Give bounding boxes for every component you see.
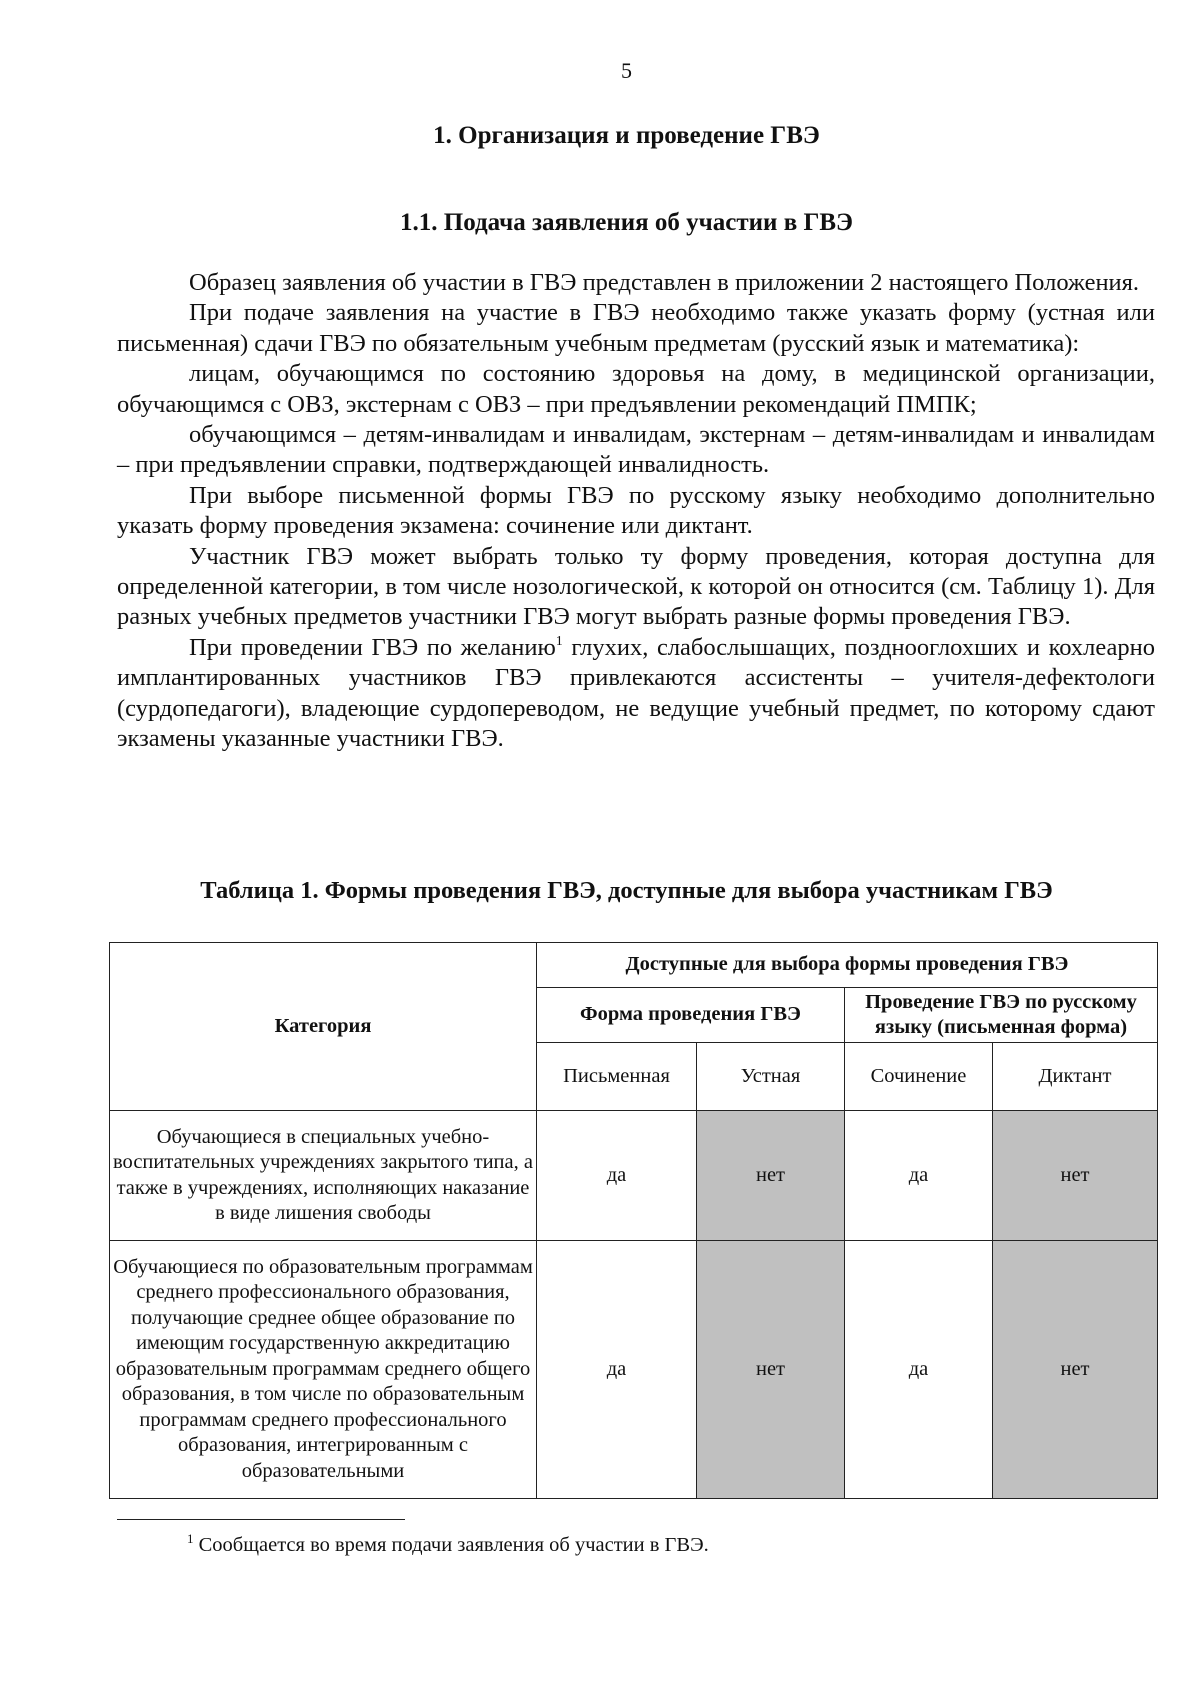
table-title: Таблица 1. Формы проведения ГВЭ, доступные для выбора участникам ГВЭ <box>200 877 1053 904</box>
forms-table <box>109 942 1158 1499</box>
footnote-marker: 1 <box>187 1531 194 1546</box>
body-text <box>117 268 1155 755</box>
page-number: 5 <box>621 58 632 83</box>
paragraph: обучающимся – детям-инвалидам и инвалидам, экстернам – детям-инвалидам и инвалидам – при предъявлении справки, подтверждающей инвалидность. <box>117 421 1155 479</box>
essay-cell: да <box>845 1241 993 1499</box>
header-essay: Сочинение <box>845 1043 993 1111</box>
table-row <box>110 1111 1158 1241</box>
header-dictation: Диктант <box>993 1043 1158 1111</box>
footnote-separator <box>117 1519 405 1520</box>
oral-cell: нет <box>697 1111 845 1241</box>
written-cell: да <box>537 1241 697 1499</box>
section-heading: 1. Организация и проведение ГВЭ <box>433 122 820 149</box>
paragraph-with-footnote <box>117 633 1155 755</box>
paragraph-text: При проведении ГВЭ по желанию <box>189 633 556 661</box>
header-russian-written: Проведение ГВЭ по русскому языку (письменная форма) <box>845 988 1158 1043</box>
written-cell: да <box>537 1111 697 1241</box>
footnote <box>187 1531 709 1557</box>
paragraph: лицам, обучающимся по состоянию здоровья на дому, в медицинской организации, обучающимся с ОВЗ, экстернам с ОВЗ – при предъявлении рекомендаций ПМПК; <box>117 360 1155 418</box>
table-row <box>110 1241 1158 1499</box>
paragraph: Образец заявления об участии в ГВЭ представлен в приложении 2 настоящего Положения. <box>189 269 1140 296</box>
paragraph: При выборе письменной формы ГВЭ по русскому языку необходимо дополнительно указать форму проведения экзамена: сочинение или диктант. <box>117 481 1155 540</box>
category-cell: Обучающиеся в специальных учебно-воспитательных учреждениях закрытого типа, а также в учреждениях, исполняющих наказание в виде лишения свободы <box>110 1111 537 1241</box>
header-exam-form: Форма проведения ГВЭ <box>537 988 845 1043</box>
footnote-marker: 1 <box>555 633 563 649</box>
paragraph: При подаче заявления на участие в ГВЭ необходимо также указать форму (устная или письменная) сдачи ГВЭ по обязательным учебным предметам (русский язык и математика): <box>117 299 1155 357</box>
table-header-row <box>110 943 1158 988</box>
header-available-forms: Доступные для выбора формы проведения ГВЭ <box>537 943 1158 988</box>
dictation-cell: нет <box>993 1111 1158 1241</box>
header-oral: Устная <box>697 1043 845 1111</box>
footnote-text: Сообщается во время подачи заявления об участии в ГВЭ. <box>193 1534 709 1556</box>
oral-cell: нет <box>697 1241 845 1499</box>
essay-cell: да <box>845 1111 993 1241</box>
paragraph: Участник ГВЭ может выбрать только ту форму проведения, которая доступна для определенной категории, в том числе нозологической, к которой он относится (см. Таблицу 1). Для разных учебных предметов участники ГВЭ могут выбрать разные формы проведения ГВЭ. <box>117 542 1155 631</box>
header-category: Категория <box>110 943 537 1111</box>
paragraph-text: глухих, слабослышащих, позднооглохших и кохлеарно имплантированных участников ГВЭ привлекаются ассистенты – учителя-дефектологи (сурдопедагоги), владеющие сурдопереводом, не ведущие учебный предмет, по которому сдают экзамены указанные участники ГВЭ. <box>117 633 1155 753</box>
dictation-cell: нет <box>993 1241 1158 1499</box>
header-written: Письменная <box>537 1043 697 1111</box>
subsection-heading: 1.1. Подача заявления об участии в ГВЭ <box>400 209 853 236</box>
category-cell: Обучающиеся по образовательным программам среднего профессионального образования, получающие среднее общее образование по имеющим государственную аккредитацию образовательным программам среднего общего образования, в том числе по образовательным программам среднего профессионального образования, интегрированным с образовательными <box>110 1241 537 1499</box>
